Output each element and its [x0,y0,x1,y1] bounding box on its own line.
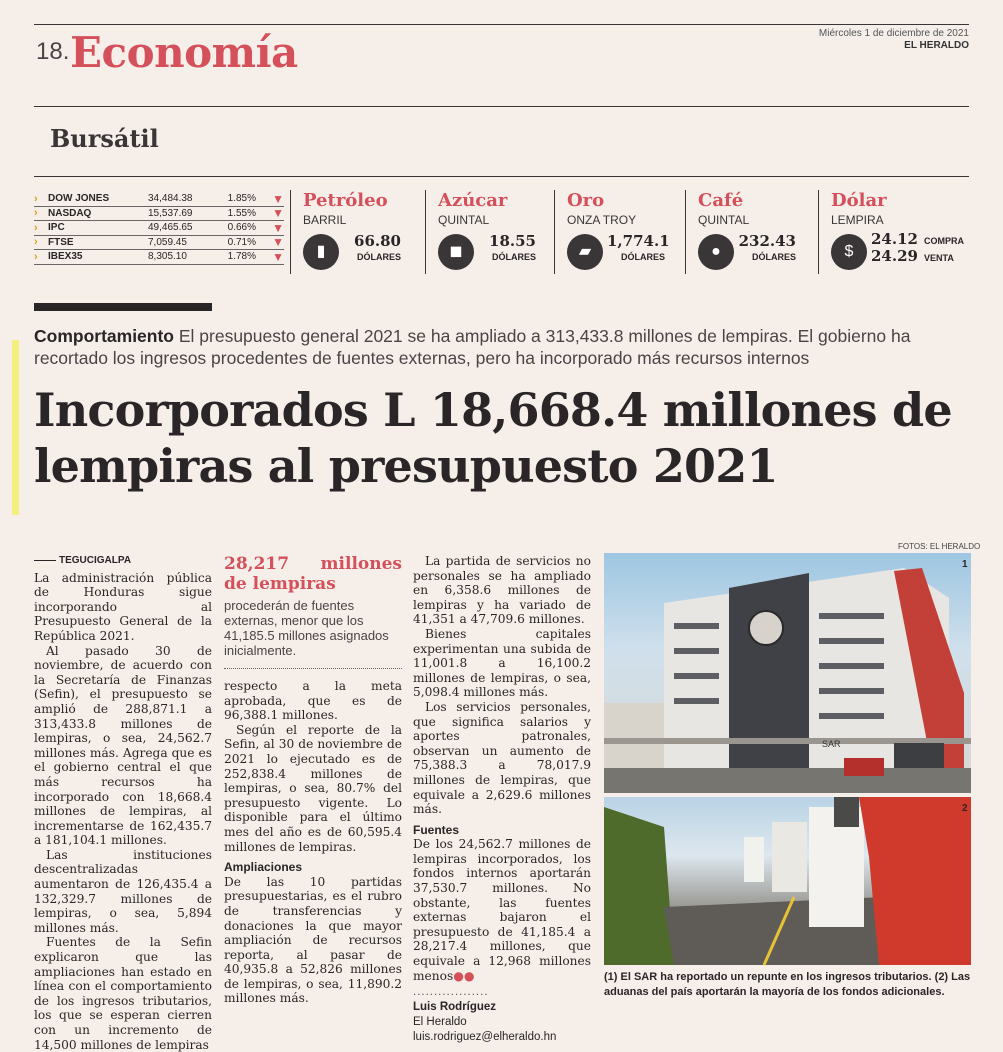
paragraph: Al pasado 30 de noviembre, de acuerdo con la Secretaría de Finanzas (Sefin), el presupuesto se amplió de 288,871.1 a 313,433.8 millones de lempiras, o sea, 24,562.7 millones más. Agrega que es el gobierno central el que más recursos ha incorporado con 18,668.4 millones de lempiras, al incrementarse de 162,435.7 a 181,104.1 millones. [34,643,212,848]
chevron-right-icon: › [34,250,38,263]
photo-number: 2 [962,803,968,814]
commodity-currency: DÓLARES [620,252,665,262]
kicker-label: Comportamiento [34,326,174,346]
commodity-currency: DÓLARES [491,252,536,262]
stock-value: 15,537.69 [148,207,193,219]
dolar-sell-value: 24.29 [871,247,918,265]
stock-value: 8,305.10 [148,251,187,263]
photo-number: 1 [962,559,968,570]
chevron-right-icon: › [34,207,38,220]
money-bag-icon: $ [831,234,867,270]
paragraph: La partida de servicios no personales se ha ampliado en 6,358.6 millones de lempiras y ha variado de 41,351 a 47,709.6 millones. [413,554,591,627]
stock-row [34,221,284,236]
chevron-right-icon: › [34,221,38,234]
down-arrow-icon: ▼ [272,220,284,235]
sugar-sack-icon: ◼ [438,234,474,270]
oil-barrel-icon: ▮ [303,234,339,270]
section-bar [34,303,212,311]
commodity-name: Dólar [831,190,887,211]
dolar-sell-label: VENTA [923,253,954,263]
building-sign: SAR [822,739,841,749]
pull-quote-title: 28,217 millones de lempiras [224,554,402,594]
section-title: Economía [70,28,298,77]
paragraph: respecto a la meta aprobada, que es de 96,388.1 millones. [224,679,402,723]
commodity-petroleo [290,190,420,274]
trucks-illustration [604,797,971,965]
publication-name: EL HERALDO [904,40,969,51]
photo-caption: (1) El SAR ha reportado un repunte en los ingresos tributarios. (2) Las aduanas del país aportarán la mayoría de los fondos adicionales. [604,971,971,998]
article-column-1 [34,554,212,1052]
paragraph-text: De los 24,562.7 millones de lempiras incorporados, los fondos internos aportarán 37,530.7 millones. No obstante, las fuentes externas bajaron el presupuesto de 41,185.4 a 28,217.4 millones, que equivale a 12,968 millones menos [413,837,591,983]
building-illustration [604,553,971,793]
commodity-unit: QUINTAL [698,213,750,227]
stock-row [34,207,284,222]
commodity-dolar [818,190,970,274]
commodity-value: 232.43 [738,232,796,250]
stock-value: 34,484.38 [148,193,193,205]
stock-change: 1.85% [227,193,256,205]
paragraph [413,837,591,983]
commodity-currency: DÓLARES [356,252,401,262]
commodity-value: 18.55 [489,232,536,250]
down-arrow-icon: ▼ [272,206,284,221]
author-outlet: El Heraldo [413,1016,467,1029]
pull-quote-text: procederán de fuentes externas, menor que los 41,185.5 millones asignados inicialmente. [224,598,389,658]
publication-date: Miércoles 1 de diciembre de 2021 [818,28,969,39]
commodity-value: 66.80 [354,232,401,250]
commodity-oro [554,190,684,274]
article-headline: Incorporados L 18,668.4 millones de lempiras al presupuesto 2021 [34,383,952,493]
commodity-name: Petróleo [303,190,388,211]
chevron-right-icon: › [34,236,38,249]
pull-quote [224,554,402,669]
top-rule [34,24,969,25]
header-rule [34,106,969,107]
subheading: Fuentes [413,822,460,837]
coffee-bean-icon: ● [698,234,734,270]
subheading: Ampliaciones [224,860,303,875]
dolar-buy-label: COMPRA [923,236,964,246]
commodity-name: Oro [567,190,605,211]
stock-change: 1.78% [227,251,256,263]
stock-name: IBEX35 [48,251,83,263]
stock-value: 7,059.45 [148,236,187,248]
stock-name: IPC [48,222,65,234]
dolar-sell [871,247,954,265]
stock-name: NASDAQ [48,207,92,219]
commodity-azucar [425,190,555,274]
article-column-2 [224,554,402,1006]
paragraph: Según el reporte de la Sefin, al 30 de noviembre de 2021 lo ejecutado es de 252,838.4 millones de lempiras, o sea, 80.7% del presupuesto vigente. Lo disponible para el último mes del año es de 60,595.4 millones de lempiras. [224,722,402,854]
article-kicker [34,325,969,369]
author-email: luis.rodriguez@elheraldo.hn [413,1031,557,1044]
dateline: TEGUCIGALPA [34,554,212,569]
stock-name: DOW JONES [48,193,110,205]
byline-dots: .................. [413,986,489,999]
market-rule [34,176,969,177]
commodity-name: Azúcar [438,190,508,211]
article-column-3 [413,554,591,1045]
stock-row [34,236,284,251]
stock-name: FTSE [48,236,74,248]
stock-row [34,192,284,207]
stock-change: 0.71% [227,236,256,248]
gold-bars-icon: ▰ [567,234,603,270]
photo-sar-building [604,553,971,793]
commodity-value: 1,774.1 [607,232,670,250]
market-title: Bursátil [50,124,159,153]
commodity-cafe [685,190,815,274]
stock-change: 1.55% [227,207,256,219]
paragraph: La administración pública de Honduras sigue incorporando al Presupuesto General de la República 2021. [34,570,212,643]
down-arrow-icon: ▼ [272,235,284,250]
commodity-unit: BARRIL [303,213,347,227]
commodity-unit: QUINTAL [438,213,490,227]
highlighter-mark [12,340,19,515]
commodity-unit: ONZA TROY [567,213,637,227]
byline [413,985,591,1045]
dolar-buy [871,230,964,248]
end-mark: ●● [453,968,475,983]
down-arrow-icon: ▼ [272,249,284,264]
commodity-name: Café [698,190,744,211]
kicker-text: El presupuesto general 2021 se ha ampliado a 313,433.8 millones de lempiras. El gobierno ha recortado los ingresos procedentes de fuentes externas, pero ha incorporado más recursos internos [34,326,911,368]
paragraph: De las 10 partidas presupuestarias, es el rubro de transferencias y donaciones la que mayor ampliación de recursos reporta, al pasar de 40,935.8 a 52,826 millones de lempiras, o sea, 11,890.2 millones más. [224,874,402,1006]
stock-table [34,192,284,265]
page-number: 18. [36,38,70,65]
stock-value: 49,465.65 [148,222,193,234]
paragraph: Bienes capitales experimentan una subida de 11,001.8 a 16,100.2 millones de lempiras, o sea, 5,098.4 millones más. [413,626,591,700]
stock-change: 0.66% [227,222,256,234]
down-arrow-icon: ▼ [272,191,284,206]
commodity-unit: LEMPIRA [831,213,884,227]
dolar-buy-value: 24.12 [871,230,918,248]
photo-customs-trucks [604,797,971,965]
paragraph: Fuentes de la Sefin explicaron que las ampliaciones han estado en línea con el comportamiento de los ingresos tributarios, los que se esperan cierren con un incremento de 14,500 millones de lempiras [34,935,212,1052]
photo-credit: FOTOS: EL HERALDO [898,542,981,551]
commodity-currency: DÓLARES [751,252,796,262]
paragraph: Las instituciones descentralizadas aumentaron de 126,435.4 a 132,329.7 millones de lempiras, o sea, 5,894 millones más. [34,847,212,935]
author-name: Luis Rodríguez [413,1001,497,1014]
paragraph: Los servicios personales, que significa salarios y aportes patronales, observan un aumento de 75,388.3 a 78,017.9 millones de lempiras, que equivale a 2,629.6 millones más. [413,699,591,817]
stock-row [34,250,284,265]
chevron-right-icon: › [34,192,38,205]
